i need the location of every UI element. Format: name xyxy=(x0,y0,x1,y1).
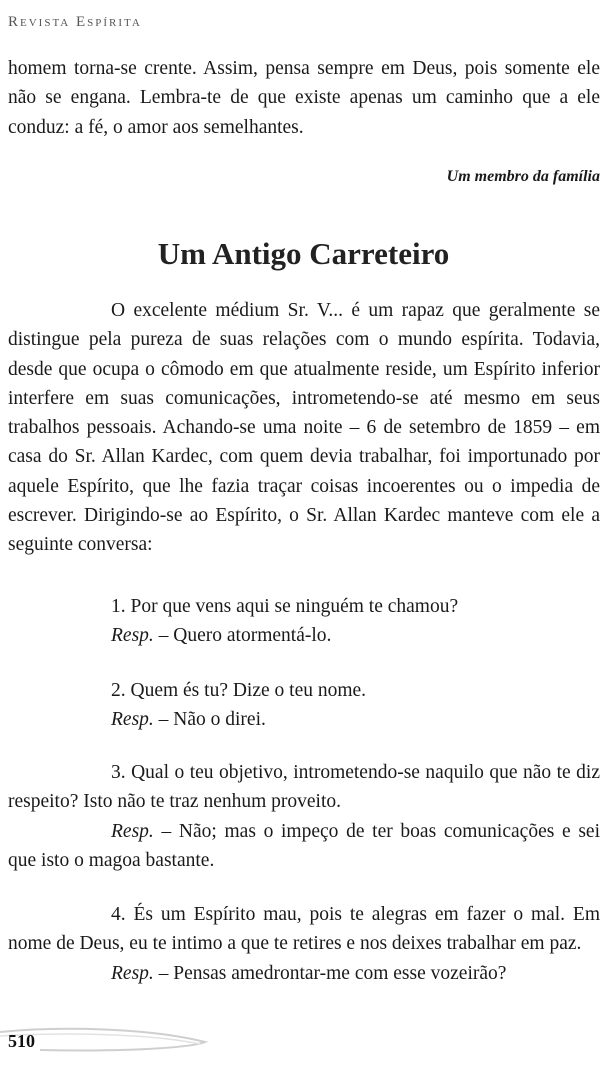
answer-text: – Quero atormentá-lo. xyxy=(158,625,332,647)
section-title: Um Antigo Carreteiro xyxy=(157,236,450,271)
answer-text: – Não; mas o impeço de ter boas comunicações e sei que isto o magoa bastante. xyxy=(8,820,600,871)
dialogue-item-1 xyxy=(8,592,600,651)
paragraph-2: O excelente médium Sr. V... é um rapaz que geralmente se distingue pela pureza de suas relações com o mundo espírita. Todavia, desde que ocupa o cômodo em que atualmente reside, um Espírito inferior interfere em suas comunicações, intrometendo-se até mesmo em seus trabalhos pessoais. Achando-se uma noite – 6 de setembro de 1859 – em casa do Sr. Allan Kardec, com quem devia trabalhar, foi importunado por aquele Espírito, que lhe fazia traçar coisas incoerentes ou o impedia de escrever. Dirigindo-se ao Espírito, o Sr. Allan Kardec manteve com ele a seguinte conversa: xyxy=(8,300,600,556)
answer-text: – Pensas amedrontar-me com esse vozeirão? xyxy=(158,962,507,984)
resp-label: Resp. xyxy=(111,625,154,647)
question-1: 1. Por que vens aqui se ninguém te chamou? xyxy=(111,596,459,617)
running-head: Revista Espírita xyxy=(8,14,142,30)
dialogue-item-4 xyxy=(8,900,600,988)
paragraph-1: homem torna-se crente. Assim, pensa sempre em Deus, pois somente ele não se engana. Lembra-te de que existe apenas um caminho que a ele conduz: a fé, o amor aos semelhantes. xyxy=(8,58,600,138)
page-number: 510 xyxy=(8,1031,35,1051)
question-2: 2. Quem és tu? Dize o teu nome. xyxy=(111,680,367,701)
dialogue-item-3 xyxy=(8,758,600,875)
resp-label: Resp. xyxy=(111,820,154,842)
question-4: 4. És um Espírito mau, pois te alegras em fazer o mal. Em nome de Deus, eu te intimo a que te retires e nos deixes trabalhar em paz. xyxy=(8,904,600,955)
question-3: 3. Qual o teu objetivo, intrometendo-se naquilo que não te diz respeito? Isto não te traz nenhum proveito. xyxy=(8,762,600,813)
resp-label: Resp. xyxy=(111,962,154,984)
answer-text: – Não o direi. xyxy=(158,709,266,731)
answer-3 xyxy=(8,817,600,876)
answer-4 xyxy=(8,959,600,988)
answer-1 xyxy=(8,621,600,650)
dialogue-item-2 xyxy=(8,676,600,735)
signature: Um membro da família xyxy=(446,168,600,185)
resp-label: Resp. xyxy=(111,709,154,731)
answer-2 xyxy=(8,705,600,734)
